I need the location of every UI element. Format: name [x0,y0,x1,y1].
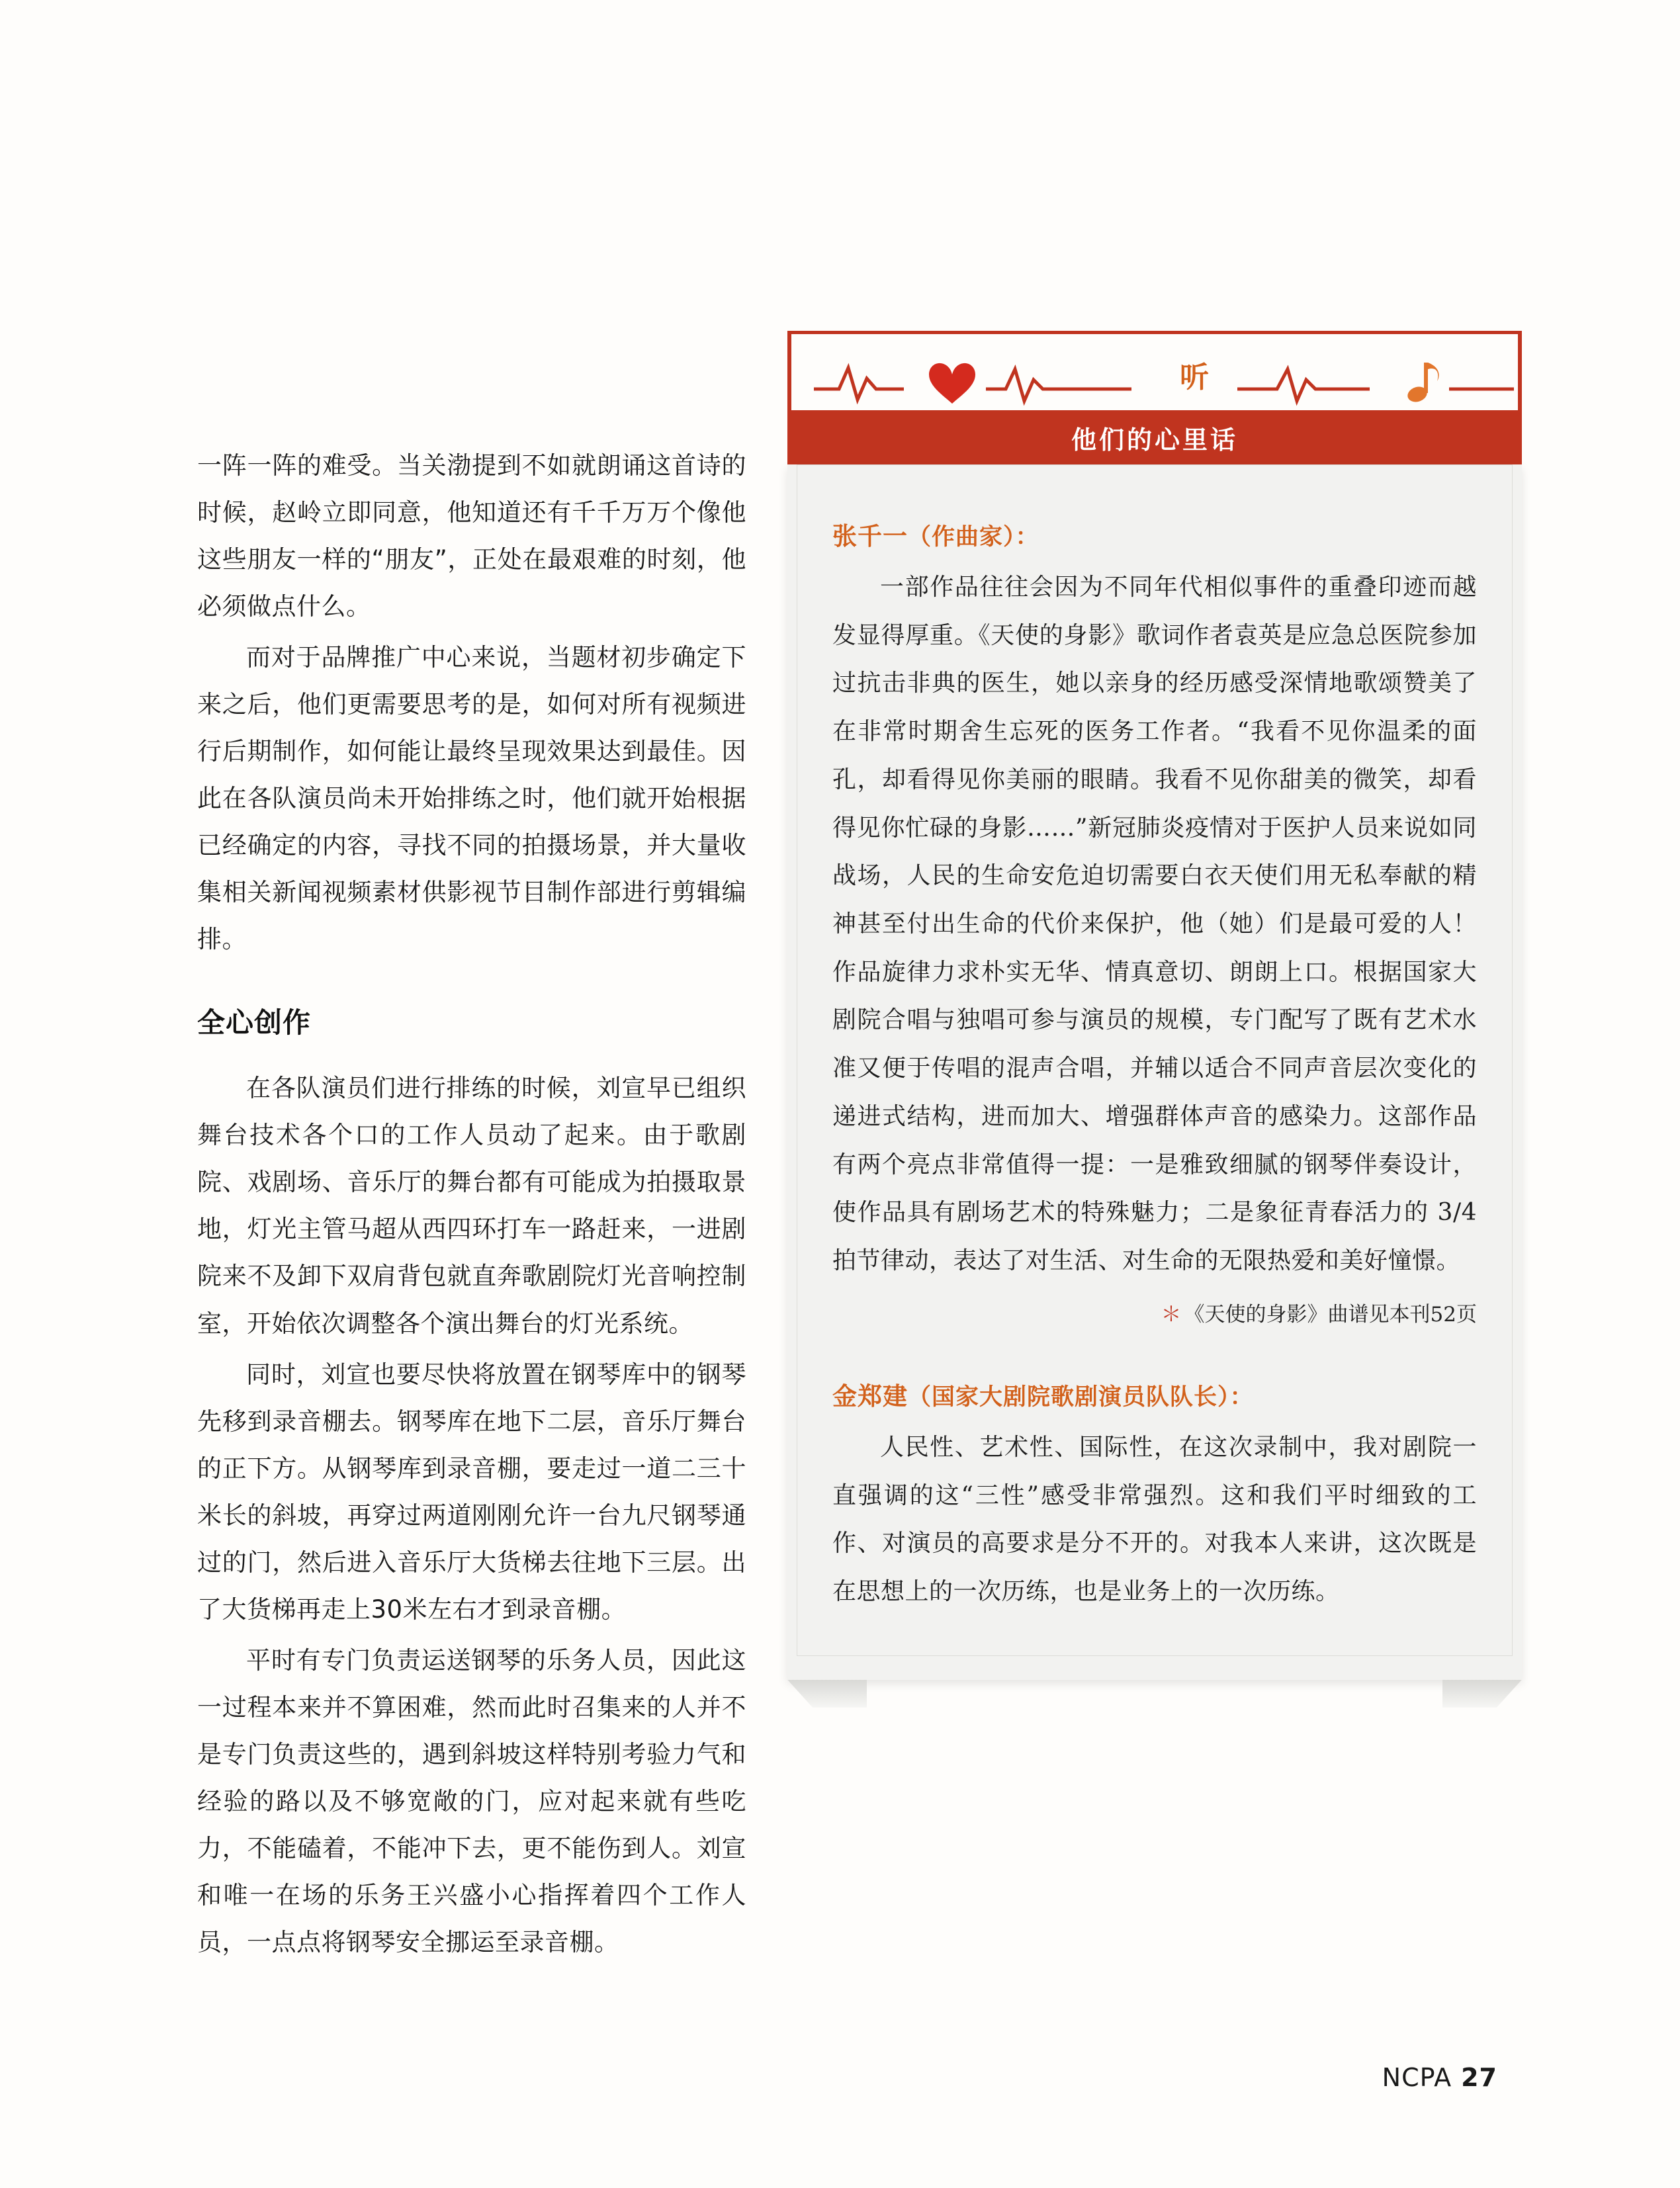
speaker-role: （国家大剧院歌剧演员队队长）： [908,1383,1254,1411]
quote-footnote [832,1297,1477,1327]
left-text-column [197,442,746,1970]
asterisk-icon: ＊ [1161,1302,1182,1327]
speaker-name: 张千一 [832,522,908,550]
speaker-name: 金郑建 [832,1381,908,1411]
panel-content [787,464,1522,1680]
sidebar-quote-panel [787,331,1522,1708]
paragraph: 平时有专门负责运送钢琴的乐务人员，因此这一过程本来并不算困难，然而此时召集来的人并不是专门负责这些的，遇到斜坡这样特别考验力气和经验的路以及不够宽敞的门，应对起来就有些吃力，不能磕着，不能冲下去，更不能伤到人。刘宣和唯一在场的乐务王兴盛小心指挥着四个工作人员，一点点将钢琴安全挪运至录音棚。 [197,1645,746,1956]
panel-title: 他们的心里话 [787,410,1522,464]
paragraph: 而对于品牌推广中心来说，当题材初步确定下来之后，他们更需要思考的是，如何对所有视频进行后期制作，如何能让最终呈现效果达到最佳。因此在各队演员尚未开始排练之时，他们就开始根据已经确定的内容，寻找不同的拍摄场景，并大量收集相关新闻视频素材供影视节目制作部进行剪辑编排。 [197,643,746,954]
speaker-line [832,1376,1477,1412]
ekg-listen-label: 听 [1180,361,1209,394]
ekg-header-graphic [787,331,1522,410]
speaker-line [832,516,1477,552]
fold-right [1442,1680,1522,1708]
footnote-text: 《天使的身影》曲谱见本刊52页 [1184,1302,1477,1327]
brand-label: NCPA [1382,2063,1452,2092]
paragraph: 一阵一阵的难受。当关渤提到不如就朗诵这首诗的时候，赵岭立即同意，他知道还有千千万万个像他这些朋友一样的“朋友”，正处在最艰难的时刻，他必须做点什么。 [197,451,746,621]
page-footer [1382,2063,1497,2092]
speaker-role: （作曲家）： [908,524,1039,550]
quote-text: 一部作品往往会因为不同年代相似事件的重叠印迹而越发显得厚重。《天使的身影》歌词作者袁英是应急总医院参加过抗击非典的医生，她以亲身的经历感受深情地歌颂赞美了在非常时期舍生忘死的医务工作者。“我看不见你温柔的面孔，却看得见你美丽的眼睛。我看不见你甜美的微笑，却看得见你忙碌的身影……”新冠肺炎疫情对于医护人员来说如同战场，人民的生命安危迫切需要白衣天使们用无私奉献的精神甚至付出生命的代价来保护，他（她）们是最可爱的人！作品旋律力求朴实无华、情真意切、朗朗上口。根据国家大剧院合唱与独唱可参与演员的规模，专门配写了既有艺术水准又便于传唱的混声合唱，并辅以适合不同声音层次变化的递进式结构，进而加大、增强群体声音的感染力。这部作品有两个亮点非常值得一提：一是雅致细腻的钢琴伴奏设计，使作品具有剧场艺术的特殊魅力；二是象征青春活力的 3/4 拍节律动，表达了对生活、对生命的无限热爱和美好憧憬。 [832,574,1477,1275]
panel-shadow-fold [787,1680,1522,1708]
quote-entry [832,516,1477,1327]
quote-text: 人民性、艺术性、国际性，在这次录制中，我对剧院一直强调的这“三性”感受非常强烈。这和我们平时细致的工作、对演员的高要求是分不开的。对我本人来讲，这次既是在思想上的一次历练，也是业务上的一次历练。 [832,1433,1477,1605]
entry-spacer [832,1327,1477,1376]
page-number: 27 [1461,2063,1497,2092]
section-heading: 全心创作 [197,1006,312,1039]
fold-left [787,1680,867,1708]
quote-entry [832,1376,1477,1616]
paragraph: 同时，刘宣也要尽快将放置在钢琴库中的钢琴先移到录音棚去。钢琴库在地下二层，音乐厅舞台的正下方。从钢琴库到录音棚，要走过一道二三十米长的斜坡，再穿过两道刚刚允许一台九尺钢琴通过的门，然后进入音乐厅大货梯去往地下三层。出了大货梯再走上30米左右才到录音棚。 [197,1360,746,1624]
paragraph: 在各队演员们进行排练的时候，刘宣早已组织舞台技术各个口的工作人员动了起来。由于歌剧院、戏剧场、音乐厅的舞台都有可能成为拍摄取景地，灯光主管马超从西四环打车一路赶来，一进剧院来不及卸下双肩背包就直奔歌剧院灯光音响控制室，开始依次调整各个演出舞台的灯光系统。 [197,1074,746,1338]
